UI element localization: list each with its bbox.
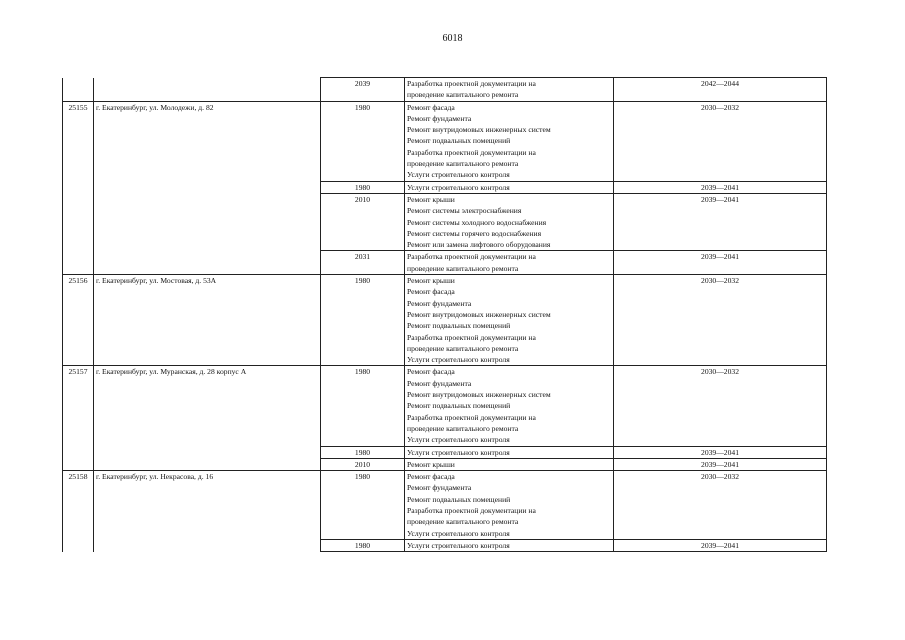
row-id: 25158 [63,471,94,552]
table-row [63,275,827,366]
table-row [63,101,827,181]
row-works: Ремонт фасада Ремонт фундамента Ремонт внутридомовых инженерных систем Ремонт подвальных помещений Разработка проектной документации на проведение капитального ремонта Услуги строительного контроля [405,101,614,181]
row-works: Ремонт фасада Ремонт фундамента Ремонт подвальных помещений Разработка проектной документации на проведение капитального ремонта Услуги строительного контроля [405,471,614,540]
row-period: 2039—2041 [614,458,827,470]
row-period: 2039—2041 [614,446,827,458]
row-year: 1980 [321,275,405,366]
row-year: 1980 [321,446,405,458]
row-address: г. Екатеринбург, ул. Молодежи, д. 82 [94,101,321,274]
row-year: 2010 [321,458,405,470]
table-row [63,78,827,102]
row-works: Разработка проектной документации на проведение капитального ремонта [405,251,614,275]
row-period: 2030—2032 [614,275,827,366]
page-number: 6018 [442,33,463,44]
row-year: 1980 [321,181,405,193]
table-row [63,471,827,540]
row-address: г. Екатеринбург, ул. Некрасова, д. 16 [94,471,321,552]
row-year: 2039 [321,78,405,102]
row-period: 2039—2041 [614,251,827,275]
row-works: Услуги строительного контроля [405,446,614,458]
row-period: 2039—2041 [614,193,827,250]
row-year: 2031 [321,251,405,275]
row-year: 1980 [321,471,405,540]
row-id [63,78,94,102]
row-period: 2042—2044 [614,78,827,102]
row-id: 25157 [63,366,94,471]
repair-schedule-table [62,77,827,552]
row-address: г. Екатеринбург, ул. Муранская, д. 28 корпус А [94,366,321,471]
row-year: 1980 [321,539,405,551]
row-period: 2030—2032 [614,471,827,540]
row-period: 2039—2041 [614,181,827,193]
row-period: 2030—2032 [614,366,827,446]
row-works: Услуги строительного контроля [405,539,614,551]
row-works: Ремонт крыши [405,458,614,470]
row-works: Ремонт крыши Ремонт системы электроснабжения Ремонт системы холодного водоснабжения Ремонт системы горячего водоснабжения Ремонт или замена лифтового оборудования [405,193,614,250]
row-period: 2039—2041 [614,539,827,551]
row-year: 1980 [321,101,405,181]
row-id: 25156 [63,275,94,366]
table-row [63,366,827,446]
row-works: Ремонт фасада Ремонт фундамента Ремонт внутридомовых инженерных систем Ремонт подвальных помещений Разработка проектной документации на проведение капитального ремонта Услуги строительного контроля [405,366,614,446]
row-works: Разработка проектной документации на проведение капитального ремонта [405,78,614,102]
row-id: 25155 [63,101,94,274]
row-address: г. Екатеринбург, ул. Мостовая, д. 53А [94,275,321,366]
row-works: Ремонт крыши Ремонт фасада Ремонт фундамента Ремонт внутридомовых инженерных систем Ремонт подвальных помещений Разработка проектной документации на проведение капитального ремонта Услуги строительного контроля [405,275,614,366]
row-works: Услуги строительного контроля [405,181,614,193]
row-address [94,78,321,102]
row-year: 1980 [321,366,405,446]
row-period: 2030—2032 [614,101,827,181]
row-year: 2010 [321,193,405,250]
